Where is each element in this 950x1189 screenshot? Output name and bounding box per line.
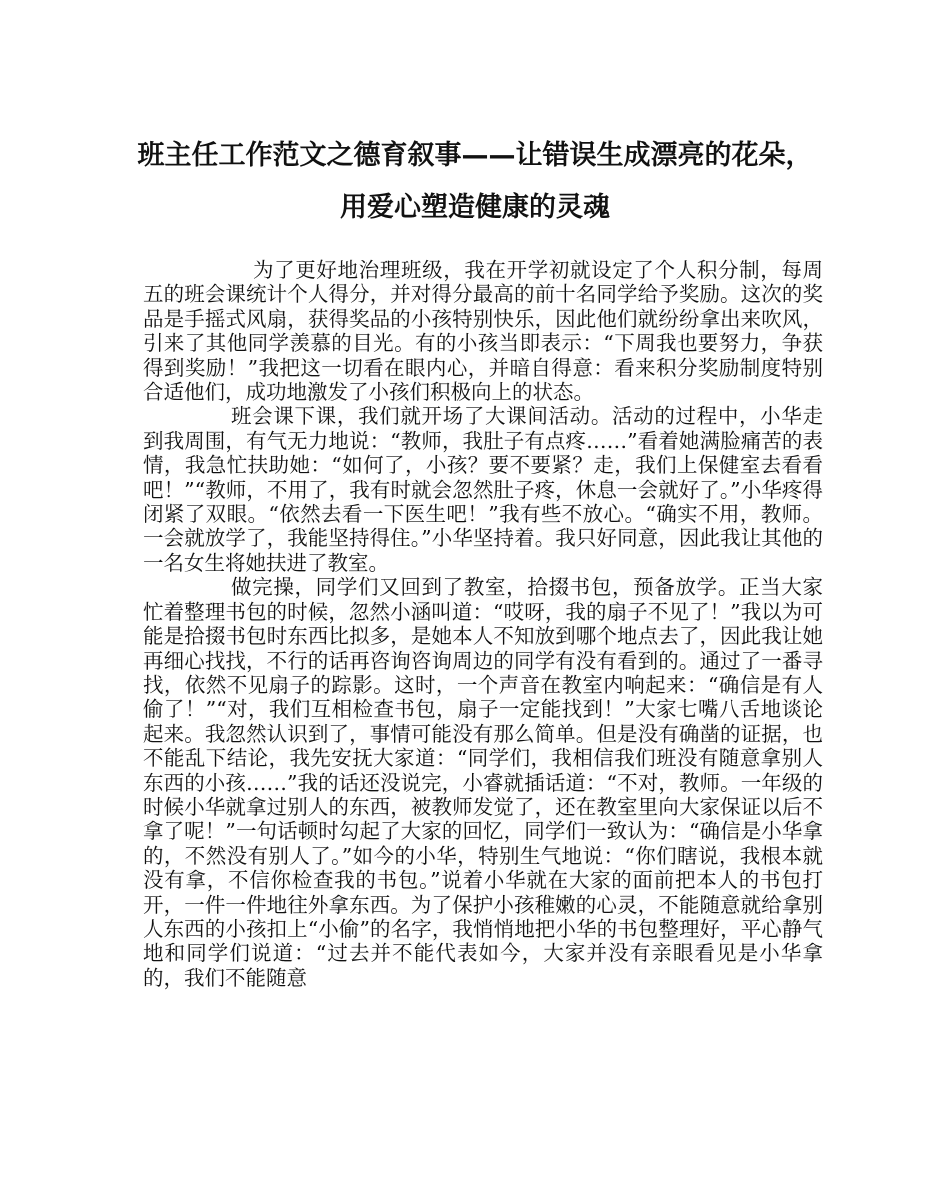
document-body (143, 258, 823, 990)
document-title (110, 130, 840, 234)
title-line-2: 用爱心塑造健康的灵魂 (340, 192, 610, 223)
paragraph-1: 为了更好地治理班级，我在开学初就设定了个人积分制，每周五的班会课统计个人得分，并对得分最高的前十名同学给予奖励。这次的奖品是手摇式风扇，获得奖品的小孩特别快乐，因此他们就纷纷拿出来吹风，引来了其他同学羡慕的目光。有的小孩当即表示：“下周我也要努力，争获得到奖励！”我把这一切看在眼内心，并暗自得意：看来积分奖励制度特别合适他们，成功地激发了小孩们积极向上的状态。 (143, 258, 823, 405)
paragraph-3: 做完操，同学们又回到了教室，拾掇书包，预备放学。正当大家忙着整理书包的时候，忽然小涵叫道：“哎呀，我的扇子不见了！”我以为可能是拾掇书包时东西比拟多，是她本人不知放到哪个地点去了，因此我让她再细心找找，不行的话再咨询咨询周边的同学有没有看到的。通过了一番寻找，依然不见扇子的踪影。这时，一个声音在教室内响起来：“确信是有人偷了！”“对，我们互相检查书包，扇子一定能找到！”大家七嘴八舌地谈论起来。我忽然认识到了，事情可能没有那么简单。但是没有确凿的证据，也不能乱下结论，我先安抚大家道：“同学们，我相信我们班没有随意拿别人东西的小孩……”我的话还没说完，小睿就插话道：“不对，教师。一年级的时候小华就拿过别人的东西，被教师发觉了，还在教室里向大家保证以后不拿了呢！”一句话顿时勾起了大家的回忆，同学们一致认为：“确信是小华拿的，不然没有别人了。”如今的小华，特别生气地说：“你们瞎说，我根本就没有拿，不信你检查我的书包。”说着小华就在大家的面前把本人的书包打开，一件一件地往外拿东西。为了保护小孩稚嫩的心灵，不能随意就给拿别人东西的小孩扣上“小偷”的名字，我悄悄地把小华的书包整理好，平心静气地和同学们说道：“过去并不能代表如今，大家并没有亲眼看见是小华拿的，我们不能随意 (143, 575, 823, 990)
title-line-1: 班主任工作范文之德育叙事——让错误生成漂亮的花朵， (137, 140, 813, 171)
paragraph-2: 班会课下课，我们就开场了大课间活动。活动的过程中，小华走到我周围，有气无力地说：“教师，我肚子有点疼……”看着她满脸痛苦的表情，我急忙扶助她：“如何了，小孩？要不要紧？走，我们上保健室去看看吧！”“教师，不用了，我有时就会忽然肚子疼，休息一会就好了。”小华疼得闭紧了双眼。“依然去看一下医生吧！”我有些不放心。“确实不用，教师。一会就放学了，我能坚持得住。”小华坚持着。我只好同意，因此我让其他的一名女生将她扶进了教室。 (143, 404, 823, 575)
